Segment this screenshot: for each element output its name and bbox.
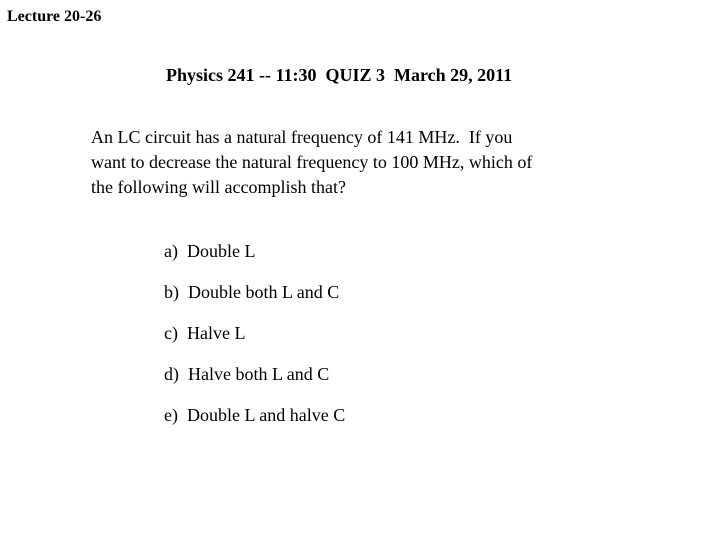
- question-line: An LC circuit has a natural frequency of 141 MHz. If you: [91, 127, 513, 147]
- question-text: [91, 125, 611, 200]
- option-e: e) Double L and halve C: [164, 405, 346, 425]
- quiz-title: Physics 241 -- 11:30 QUIZ 3 March 29, 2011: [166, 65, 513, 85]
- lecture-label: Lecture 20-26: [7, 8, 102, 25]
- question-line: the following will accomplish that?: [91, 177, 346, 197]
- option-a: a) Double L: [164, 241, 256, 261]
- option-b: b) Double both L and C: [164, 282, 340, 302]
- question-line: want to decrease the natural frequency to 100 MHz, which of: [91, 152, 533, 172]
- option-d: d) Halve both L and C: [164, 364, 330, 384]
- option-c: c) Halve L: [164, 323, 246, 343]
- answer-options: [164, 240, 345, 445]
